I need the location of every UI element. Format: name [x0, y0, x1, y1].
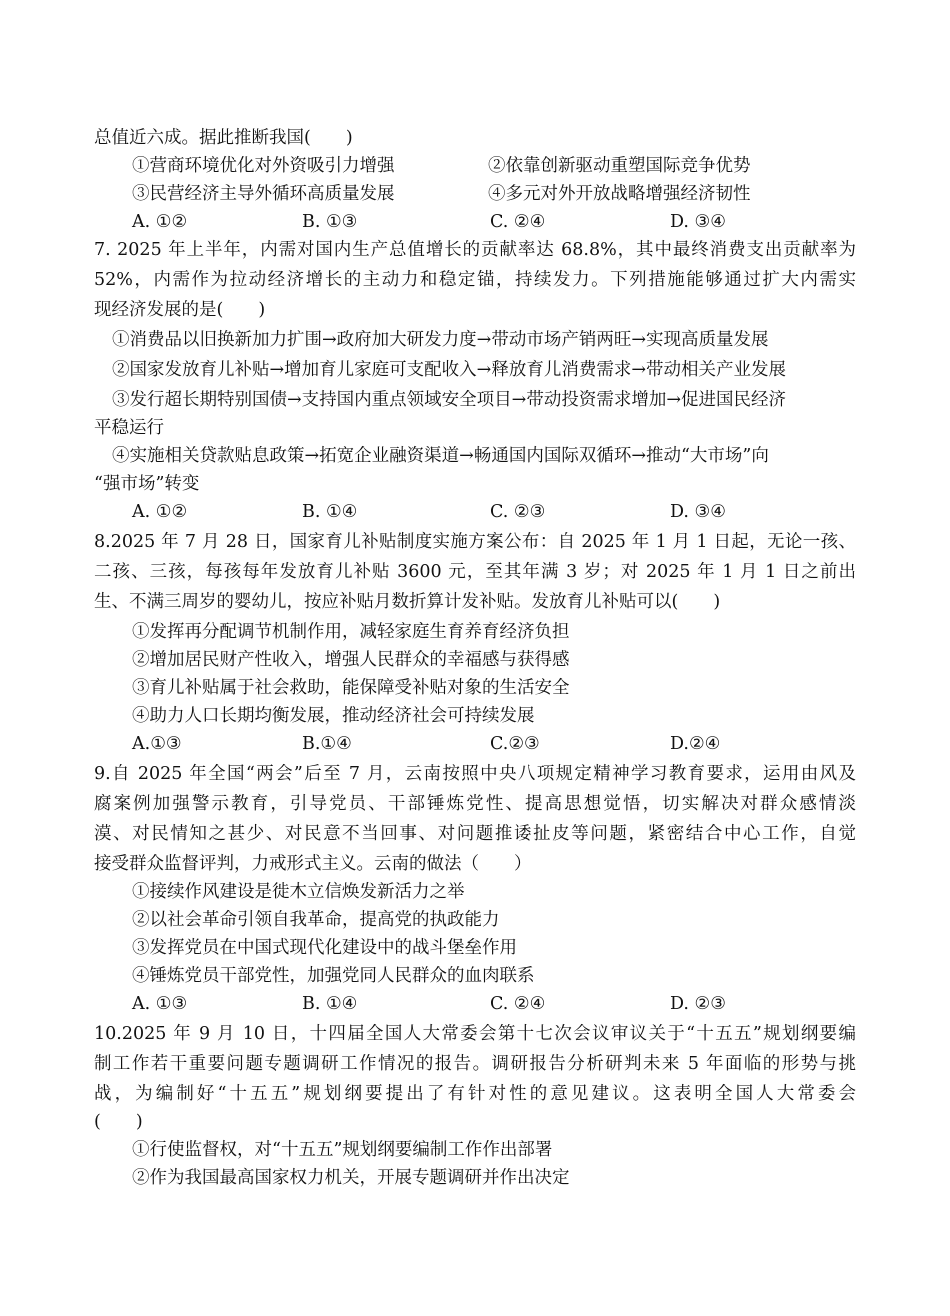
q10-stem-line-2: 制工作若干重要问题专题调研工作情况的报告。调研报告分析研判未来 5 年面临的形势与挑 — [94, 1054, 856, 1074]
q10-statement-1: ①行使监督权，对“十五五”规划纲要编制工作作出部署 — [132, 1140, 553, 1160]
q10-stem-line-3: 战，为编制好“十五五”规划纲要提出了有针对性的意见建议。这表明全国人大常委会 — [94, 1084, 856, 1104]
q9-stem-line-4: 接受群众监督评判，力戒形式主义。云南的做法（ ） — [94, 854, 532, 874]
q6-option-a: A. ①② — [132, 212, 188, 232]
q6-statement-2: ②依靠创新驱动重塑国际竞争优势 — [488, 156, 751, 176]
q7-stem-line-1: 7. 2025 年上半年，内需对国内生产总值增长的贡献率达 68.8%，其中最终消费支出贡献率为 — [94, 240, 856, 260]
q9-statement-2: ②以社会革命引领自我革命，提高党的执政能力 — [132, 910, 500, 930]
q9-stem-line-1: 9.自 2025 年全国“两会”后至 7 月，云南按照中央八项规定精神学习教育要求，运用由风及 — [94, 764, 856, 784]
q8-stem-line-3: 生、不满三周岁的婴幼儿，按应补贴月数折算计发补贴。发放育儿补贴可以( ) — [94, 592, 721, 612]
q6-option-b: B. ①③ — [302, 212, 358, 232]
q8-option-b: B.①④ — [302, 734, 352, 754]
q7-statement-1: ①消费品以旧换新加力扩围→政府加大研发力度→带动市场产销两旺→实现高质量发展 — [112, 330, 769, 350]
q8-option-a: A.①③ — [132, 734, 182, 754]
q9-statement-4: ④锤炼党员干部党性，加强党同人民群众的血肉联系 — [132, 966, 535, 986]
q7-statement-3: ③发行超长期特别国债→支持国内重点领域安全项目→带动投资需求增加→促进国民经济 — [112, 390, 786, 410]
q8-statement-1: ①发挥再分配调节机制作用，减轻家庭生育养育经济负担 — [132, 622, 570, 642]
q8-statement-4: ④助力人口长期均衡发展，推动经济社会可持续发展 — [132, 706, 535, 726]
q6-stem-tail: 总值近六成。据此推断我国( ) — [94, 128, 353, 148]
q8-option-c: C.②③ — [490, 734, 540, 754]
q6-statement-3: ③民营经济主导外循环高质量发展 — [132, 184, 395, 204]
q6-option-c: C. ②④ — [490, 212, 546, 232]
q7-statement-4-cont: “强市场”转变 — [94, 474, 200, 494]
q7-option-c: C. ②③ — [490, 502, 546, 522]
q7-option-d: D. ③④ — [670, 502, 726, 522]
q6-statement-1: ①营商环境优化对外资吸引力增强 — [132, 156, 395, 176]
q8-stem-line-2: 二孩、三孩，每孩每年发放育儿补贴 3600 元，至其年满 3 岁；对 2025 年 1 月 1 日之前出 — [94, 562, 856, 582]
q9-option-d: D. ②③ — [670, 994, 726, 1014]
q7-option-b: B. ①④ — [302, 502, 358, 522]
q10-stem-line-1: 10.2025 年 9 月 10 日，十四届全国人大常委会第十七次会议审议关于“十五五”规划纲要编 — [94, 1024, 856, 1044]
q9-option-a: A. ①③ — [132, 994, 188, 1014]
q8-stem-line-1: 8.2025 年 7 月 28 日，国家育儿补贴制度实施方案公布：自 2025 年 1 月 1 日起，无论一孩、 — [94, 532, 856, 552]
q8-statement-3: ③育儿补贴属于社会救助，能保障受补贴对象的生活安全 — [132, 678, 570, 698]
q10-stem-line-4: ( ) — [94, 1112, 143, 1132]
q8-option-d: D.②④ — [670, 734, 721, 754]
q9-statement-1: ①接续作风建设是徙木立信焕发新活力之举 — [132, 882, 465, 902]
q9-stem-line-2: 腐案例加强警示教育，引导党员、干部锤炼党性、提高思想觉悟，切实解决对群众感情淡 — [94, 794, 856, 814]
q9-option-b: B. ①④ — [302, 994, 358, 1014]
q7-statement-4: ④实施相关贷款贴息政策→拓宽企业融资渠道→畅通国内国际双循环→推动“大市场”向 — [112, 446, 769, 466]
q7-stem-line-3: 现经济发展的是( ) — [94, 300, 266, 320]
q6-statement-4: ④多元对外开放战略增强经济韧性 — [488, 184, 751, 204]
q9-statement-3: ③发挥党员在中国式现代化建设中的战斗堡垒作用 — [132, 938, 517, 958]
q7-statement-3-cont: 平稳运行 — [94, 418, 164, 438]
q9-option-c: C. ②④ — [490, 994, 546, 1014]
q7-stem-line-2: 52%，内需作为拉动经济增长的主动力和稳定锚，持续发力。下列措施能够通过扩大内需实 — [94, 270, 856, 290]
q8-statement-2: ②增加居民财产性收入，增强人民群众的幸福感与获得感 — [132, 650, 570, 670]
q10-statement-2: ②作为我国最高国家权力机关，开展专题调研并作出决定 — [132, 1168, 570, 1188]
q7-statement-2: ②国家发放育儿补贴→增加育儿家庭可支配收入→释放育儿消费需求→带动相关产业发展 — [112, 360, 786, 380]
q9-stem-line-3: 漠、对民情知之甚少、对民意不当回事、对问题推诿扯皮等问题，紧密结合中心工作，自觉 — [94, 824, 856, 844]
q7-option-a: A. ①② — [132, 502, 188, 522]
q6-option-d: D. ③④ — [670, 212, 726, 232]
